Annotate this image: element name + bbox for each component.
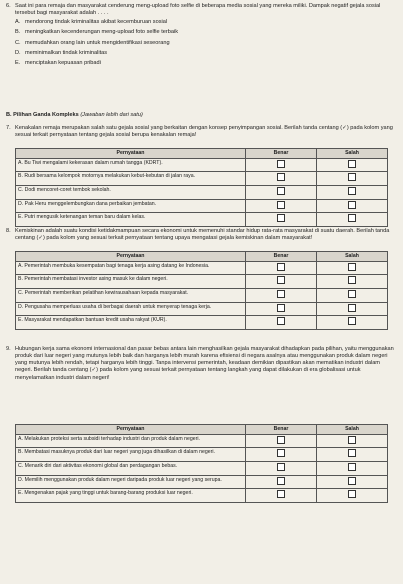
header-true: Benar [246, 149, 317, 159]
checkbox-true[interactable] [277, 317, 285, 325]
checkbox-true[interactable] [277, 463, 285, 471]
checkbox-false[interactable] [348, 263, 356, 271]
checkbox-false[interactable] [348, 304, 356, 312]
header-false: Salah [317, 425, 388, 435]
question-8 [6, 228, 398, 242]
table-row: E. Putri mengusik ketenangan teman baru dalam kelas. [16, 213, 388, 227]
question-text: Hubungan kerja sama ekonomi internasional dan pasar bebas antara lain menghasilkan gejala masyarakat dihadapkan pada pilihan, yaitu menggunakan produk dari luar negeri yang mutunya lebih baik dan harganya lebih murah karena efisiensi di negara asalnya atau menggunakan produk dalam negeri yang mutunya lebih rendah, tetapi harganya lebih tinggi. Tanpa intervensi pemerintah, keadaan demikian dipastikan akan mematikan industri dalam negeri. Berilah tanda centang (✓) pada kolom yang sesuai terkait pernyataan tentang langkah yang dapat dilakukan di era globalisasi untuk menyelamatkan industri dalam negeri! [15, 346, 394, 381]
table-row: B. Rudi bersama kelompok motornya melakukan kebut-kebutan di jalan raya. [16, 172, 388, 186]
checkbox-false[interactable] [348, 187, 356, 195]
checkbox-true[interactable] [277, 477, 285, 485]
question-6 [6, 3, 398, 67]
option-a[interactable]: A. mendorong tindak kriminalitas akibat kecemburuan sosial [15, 19, 168, 26]
section-title: B. Pilihan Ganda Kompleks [6, 112, 79, 118]
checkbox-false[interactable] [348, 214, 356, 222]
table-row: C. Pemerintah memberikan pelatihan kewirausahaan kepada masyarakat. [16, 288, 388, 302]
table-row: E. Mengenakan pajak yang tinggi untuk barang-barang produksi luar negeri. [16, 489, 388, 503]
checkbox-true[interactable] [277, 436, 285, 444]
table-row: D. Pak Heru menggelembungkan dana perbaikan jembatan. [16, 199, 388, 213]
table-row: A. Melakukan proteksi serta subsidi terhadap industri dan produk dalam negeri. [16, 434, 388, 448]
section-subtitle: (Jawaban lebih dari satu) [80, 112, 143, 118]
checkbox-false[interactable] [348, 449, 356, 457]
header-false: Salah [317, 252, 388, 262]
checkbox-true[interactable] [277, 214, 285, 222]
header-statement: Pernyataan [16, 149, 246, 159]
question-number: 8. [6, 228, 11, 234]
header-true: Benar [246, 252, 317, 262]
checkbox-true[interactable] [277, 160, 285, 168]
table-q8 [15, 251, 387, 330]
table-row: B. Pemerintah membatasi investor asing masuk ke dalam negeri. [16, 275, 388, 289]
checkbox-false[interactable] [348, 160, 356, 168]
option-d[interactable]: D. meminimalkan tindak kriminalitas [15, 49, 108, 56]
table-row: C. Dodi mencoret-coret tembok sekolah. [16, 185, 388, 199]
table-q9 [15, 424, 387, 503]
checkbox-true[interactable] [277, 173, 285, 181]
option-b[interactable]: B. meningkatkan kecenderungan meng-upload foto selfie terbaik [15, 29, 178, 36]
table-row: D. Memilih menggunakan produk dalam negeri daripada produk luar negeri yang serupa. [16, 475, 388, 489]
checkbox-true[interactable] [277, 263, 285, 271]
table-row: A. Pemerintah membuka kesempatan bagi tenaga kerja asing datang ke Indonesia. [16, 261, 388, 275]
checkbox-false[interactable] [348, 490, 356, 498]
header-statement: Pernyataan [16, 252, 246, 262]
question-7 [6, 125, 398, 139]
checkbox-false[interactable] [348, 436, 356, 444]
question-text: Kemiskinan adalah suatu kondisi ketidakmampuan secara ekonomi untuk memenuhi standar hidup rata-rata masyarakat di suatu daerah. Berilah tanda centang (✓) pada kolom yang sesuai terkait pernyataan tentang upaya mengatasi gejala kemiskinan dalam masyarakat! [15, 228, 390, 242]
checkbox-true[interactable] [277, 304, 285, 312]
table-row: B. Membatasi masuknya produk dari luar negeri yang juga dihasilkan di dalam negeri. [16, 448, 388, 462]
header-false: Salah [317, 149, 388, 159]
option-c[interactable]: C. memudahkan orang lain untuk mengidentifikasi seseorang [15, 39, 170, 46]
checkbox-true[interactable] [277, 449, 285, 457]
header-statement: Pernyataan [16, 425, 246, 435]
table-row: E. Masyarakat mendapatkan bantuan kredit usaha rakyat (KUR). [16, 316, 388, 330]
checkbox-false[interactable] [348, 290, 356, 298]
checkbox-true[interactable] [277, 490, 285, 498]
checkbox-true[interactable] [277, 276, 285, 284]
table-row: C. Menarik diri dari aktivitas ekonomi global dan perdagangan bebas. [16, 461, 388, 475]
section-heading [6, 112, 143, 119]
question-number: 9. [6, 346, 11, 352]
question-number: 6. [6, 3, 11, 9]
question-text: Kenakalan remaja merupakan salah satu gejala sosial yang berkaitan dengan konsep penyimpangan sosial. Berilah tanda centang (✓) pada kolom yang sesuai terkait pernyataan tentang gejala sosial berupa kenakalan remaja! [15, 125, 393, 139]
table-row: D. Pengusaha memperluas usaha di berbagai daerah untuk menyerap tenaga kerja. [16, 302, 388, 316]
question-number: 7. [6, 125, 11, 131]
checkbox-false[interactable] [348, 477, 356, 485]
checkbox-false[interactable] [348, 276, 356, 284]
checkbox-false[interactable] [348, 173, 356, 181]
question-text: Saat ini para remaja dan masyarakat cenderung meng-upload foto selfie di beberapa media sosial yang mereka miliki. Dampak negatif gejala sosial tersebut bagi masyarakat adalah . . . . [15, 3, 381, 17]
option-e[interactable]: E. menciptakan kepuasan pribadi [15, 59, 101, 66]
header-true: Benar [246, 425, 317, 435]
question-9 [6, 346, 398, 382]
checkbox-false[interactable] [348, 317, 356, 325]
table-row: A. Bu Tiwi mengalami kekerasan dalam rumah tangga (KDRT). [16, 158, 388, 172]
checkbox-true[interactable] [277, 290, 285, 298]
checkbox-false[interactable] [348, 463, 356, 471]
checkbox-false[interactable] [348, 201, 356, 209]
table-q7 [15, 148, 387, 227]
checkbox-true[interactable] [277, 201, 285, 209]
checkbox-true[interactable] [277, 187, 285, 195]
